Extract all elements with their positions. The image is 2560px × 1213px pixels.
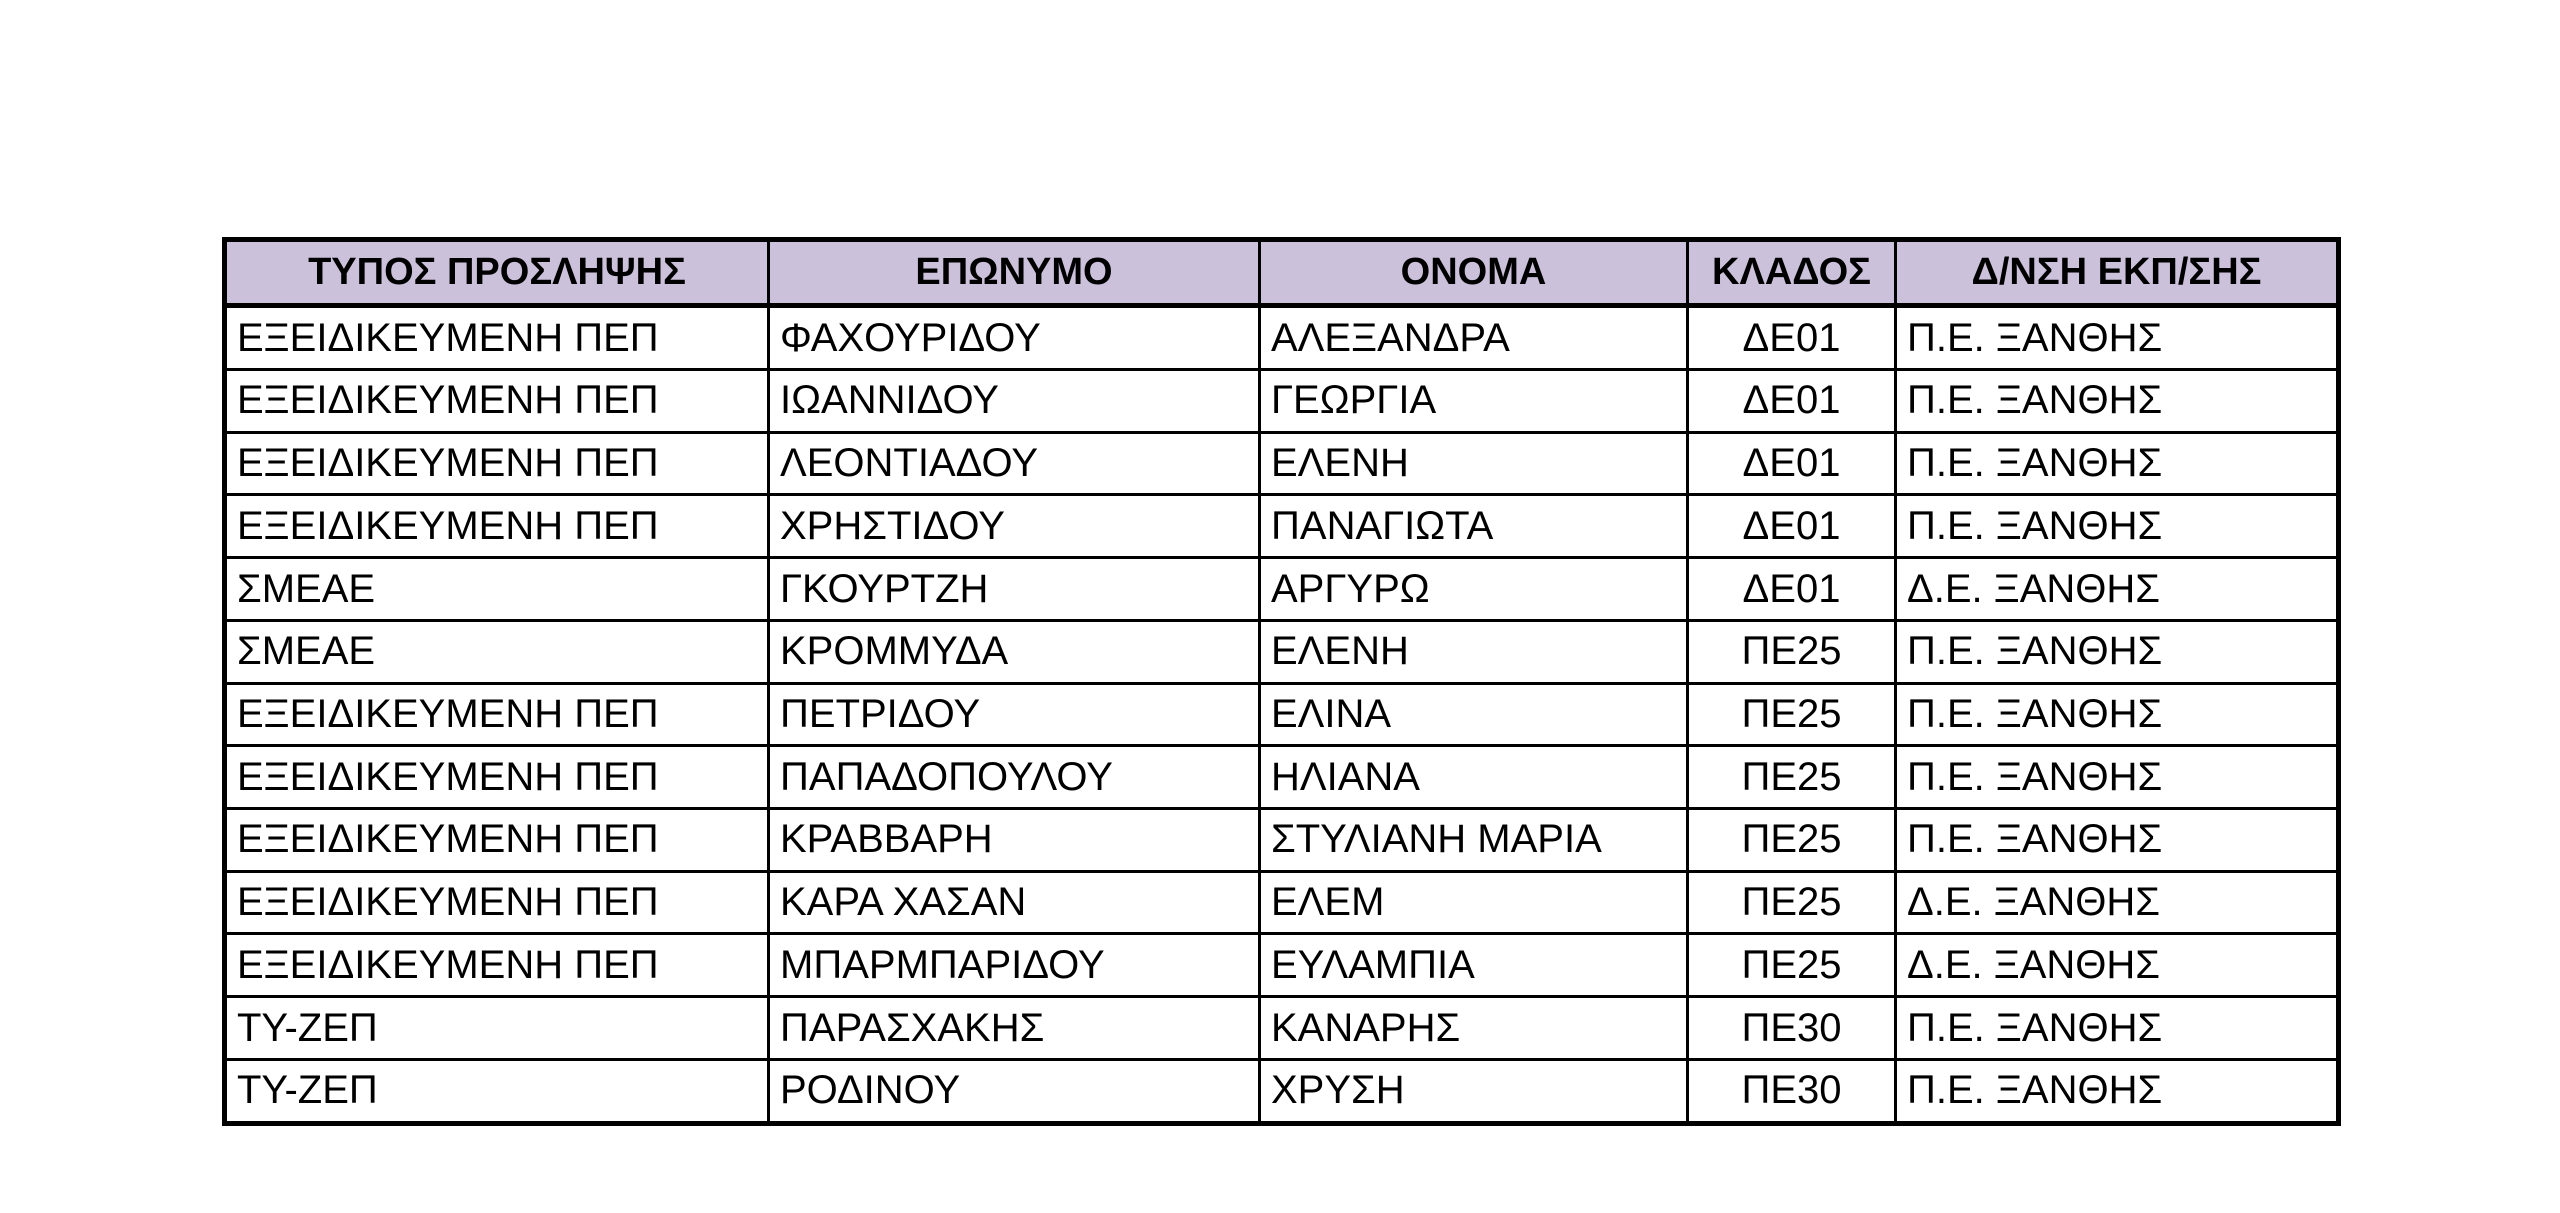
cell-directorate: Π.Ε. ΞΑΝΘΗΣ <box>1896 306 2339 370</box>
cell-directorate: Π.Ε. ΞΑΝΘΗΣ <box>1896 746 2339 809</box>
cell-surname: ΙΩΑΝΝΙΔΟΥ <box>769 370 1260 433</box>
column-header-surname: ΕΠΩΝΥΜΟ <box>769 240 1260 306</box>
cell-directorate: Π.Ε. ΞΑΝΘΗΣ <box>1896 495 2339 558</box>
cell-first-name: ΕΛΕΜ <box>1260 871 1688 934</box>
table-row <box>225 683 2339 746</box>
cell-branch: ΠΕ30 <box>1688 1059 1896 1123</box>
cell-hiring-type: ΕΞΕΙΔΙΚΕΥΜΕΝΗ ΠΕΠ <box>225 746 769 809</box>
cell-branch: ΠΕ25 <box>1688 809 1896 872</box>
cell-first-name: ΕΥΛΑΜΠΙΑ <box>1260 934 1688 997</box>
cell-first-name: ΑΛΕΞΑΝΔΡΑ <box>1260 306 1688 370</box>
cell-branch: ΠΕ25 <box>1688 934 1896 997</box>
cell-hiring-type: ΤΥ-ΖΕΠ <box>225 1059 769 1123</box>
cell-directorate: Π.Ε. ΞΑΝΘΗΣ <box>1896 683 2339 746</box>
cell-branch: ΠΕ25 <box>1688 620 1896 683</box>
cell-first-name: ΗΛΙΑΝΑ <box>1260 746 1688 809</box>
table-row <box>225 809 2339 872</box>
cell-directorate: Π.Ε. ΞΑΝΘΗΣ <box>1896 370 2339 433</box>
cell-first-name: ΕΛΙΝΑ <box>1260 683 1688 746</box>
table-row <box>225 495 2339 558</box>
cell-directorate: Π.Ε. ΞΑΝΘΗΣ <box>1896 432 2339 495</box>
cell-surname: ΠΕΤΡΙΔΟΥ <box>769 683 1260 746</box>
column-header-branch: ΚΛΑΔΟΣ <box>1688 240 1896 306</box>
cell-branch: ΔΕ01 <box>1688 306 1896 370</box>
cell-directorate: Π.Ε. ΞΑΝΘΗΣ <box>1896 620 2339 683</box>
cell-hiring-type: ΕΞΕΙΔΙΚΕΥΜΕΝΗ ΠΕΠ <box>225 370 769 433</box>
cell-directorate: Δ.Ε. ΞΑΝΘΗΣ <box>1896 871 2339 934</box>
table-row <box>225 370 2339 433</box>
cell-branch: ΔΕ01 <box>1688 432 1896 495</box>
cell-directorate: Δ.Ε. ΞΑΝΘΗΣ <box>1896 558 2339 621</box>
cell-surname: ΠΑΠΑΔΟΠΟΥΛΟΥ <box>769 746 1260 809</box>
cell-hiring-type: ΕΞΕΙΔΙΚΕΥΜΕΝΗ ΠΕΠ <box>225 432 769 495</box>
table-row <box>225 871 2339 934</box>
table-row <box>225 432 2339 495</box>
cell-first-name: ΓΕΩΡΓΙΑ <box>1260 370 1688 433</box>
cell-surname: ΓΚΟΥΡΤΖΗ <box>769 558 1260 621</box>
cell-directorate: Π.Ε. ΞΑΝΘΗΣ <box>1896 997 2339 1060</box>
cell-surname: ΚΑΡΑ ΧΑΣΑΝ <box>769 871 1260 934</box>
cell-first-name: ΚΑΝΑΡΗΣ <box>1260 997 1688 1060</box>
table-row <box>225 746 2339 809</box>
cell-hiring-type: ΕΞΕΙΔΙΚΕΥΜΕΝΗ ΠΕΠ <box>225 871 769 934</box>
cell-surname: ΚΡΑΒΒΑΡΗ <box>769 809 1260 872</box>
table-row <box>225 997 2339 1060</box>
cell-surname: ΦΑΧΟΥΡΙΔΟΥ <box>769 306 1260 370</box>
cell-hiring-type: ΤΥ-ΖΕΠ <box>225 997 769 1060</box>
table-row <box>225 306 2339 370</box>
cell-surname: ΜΠΑΡΜΠΑΡΙΔΟΥ <box>769 934 1260 997</box>
cell-hiring-type: ΕΞΕΙΔΙΚΕΥΜΕΝΗ ΠΕΠ <box>225 495 769 558</box>
column-header-hiring-type: ΤΥΠΟΣ ΠΡΟΣΛΗΨΗΣ <box>225 240 769 306</box>
cell-hiring-type: ΕΞΕΙΔΙΚΕΥΜΕΝΗ ΠΕΠ <box>225 934 769 997</box>
cell-directorate: Π.Ε. ΞΑΝΘΗΣ <box>1896 809 2339 872</box>
cell-hiring-type: ΣΜΕΑΕ <box>225 620 769 683</box>
cell-hiring-type: ΕΞΕΙΔΙΚΕΥΜΕΝΗ ΠΕΠ <box>225 306 769 370</box>
cell-first-name: ΣΤΥΛΙΑΝΗ ΜΑΡΙΑ <box>1260 809 1688 872</box>
cell-directorate: Π.Ε. ΞΑΝΘΗΣ <box>1896 1059 2339 1123</box>
cell-surname: ΡΟΔΙΝΟΥ <box>769 1059 1260 1123</box>
cell-first-name: ΧΡΥΣΗ <box>1260 1059 1688 1123</box>
table-row <box>225 620 2339 683</box>
cell-branch: ΠΕ25 <box>1688 746 1896 809</box>
cell-first-name: ΑΡΓΥΡΩ <box>1260 558 1688 621</box>
cell-branch: ΠΕ30 <box>1688 997 1896 1060</box>
cell-directorate: Δ.Ε. ΞΑΝΘΗΣ <box>1896 934 2339 997</box>
table-body <box>225 306 2339 1124</box>
table-row <box>225 1059 2339 1123</box>
header-row <box>225 240 2339 306</box>
cell-first-name: ΕΛΕΝΗ <box>1260 432 1688 495</box>
table-header <box>225 240 2339 306</box>
cell-surname: ΛΕΟΝΤΙΑΔΟΥ <box>769 432 1260 495</box>
cell-first-name: ΕΛΕΝΗ <box>1260 620 1688 683</box>
cell-branch: ΠΕ25 <box>1688 683 1896 746</box>
cell-first-name: ΠΑΝΑΓΙΩΤΑ <box>1260 495 1688 558</box>
cell-hiring-type: ΣΜΕΑΕ <box>225 558 769 621</box>
column-header-directorate: Δ/ΝΣΗ ΕΚΠ/ΣΗΣ <box>1896 240 2339 306</box>
column-header-first-name: ΟΝΟΜΑ <box>1260 240 1688 306</box>
hires-table <box>222 237 2341 1126</box>
cell-hiring-type: ΕΞΕΙΔΙΚΕΥΜΕΝΗ ΠΕΠ <box>225 683 769 746</box>
cell-branch: ΔΕ01 <box>1688 558 1896 621</box>
cell-surname: ΚΡΟΜΜΥΔΑ <box>769 620 1260 683</box>
cell-surname: ΠΑΡΑΣΧΑΚΗΣ <box>769 997 1260 1060</box>
table-row <box>225 934 2339 997</box>
table-row <box>225 558 2339 621</box>
cell-branch: ΔΕ01 <box>1688 495 1896 558</box>
cell-branch: ΠΕ25 <box>1688 871 1896 934</box>
cell-surname: ΧΡΗΣΤΙΔΟΥ <box>769 495 1260 558</box>
cell-hiring-type: ΕΞΕΙΔΙΚΕΥΜΕΝΗ ΠΕΠ <box>225 809 769 872</box>
cell-branch: ΔΕ01 <box>1688 370 1896 433</box>
